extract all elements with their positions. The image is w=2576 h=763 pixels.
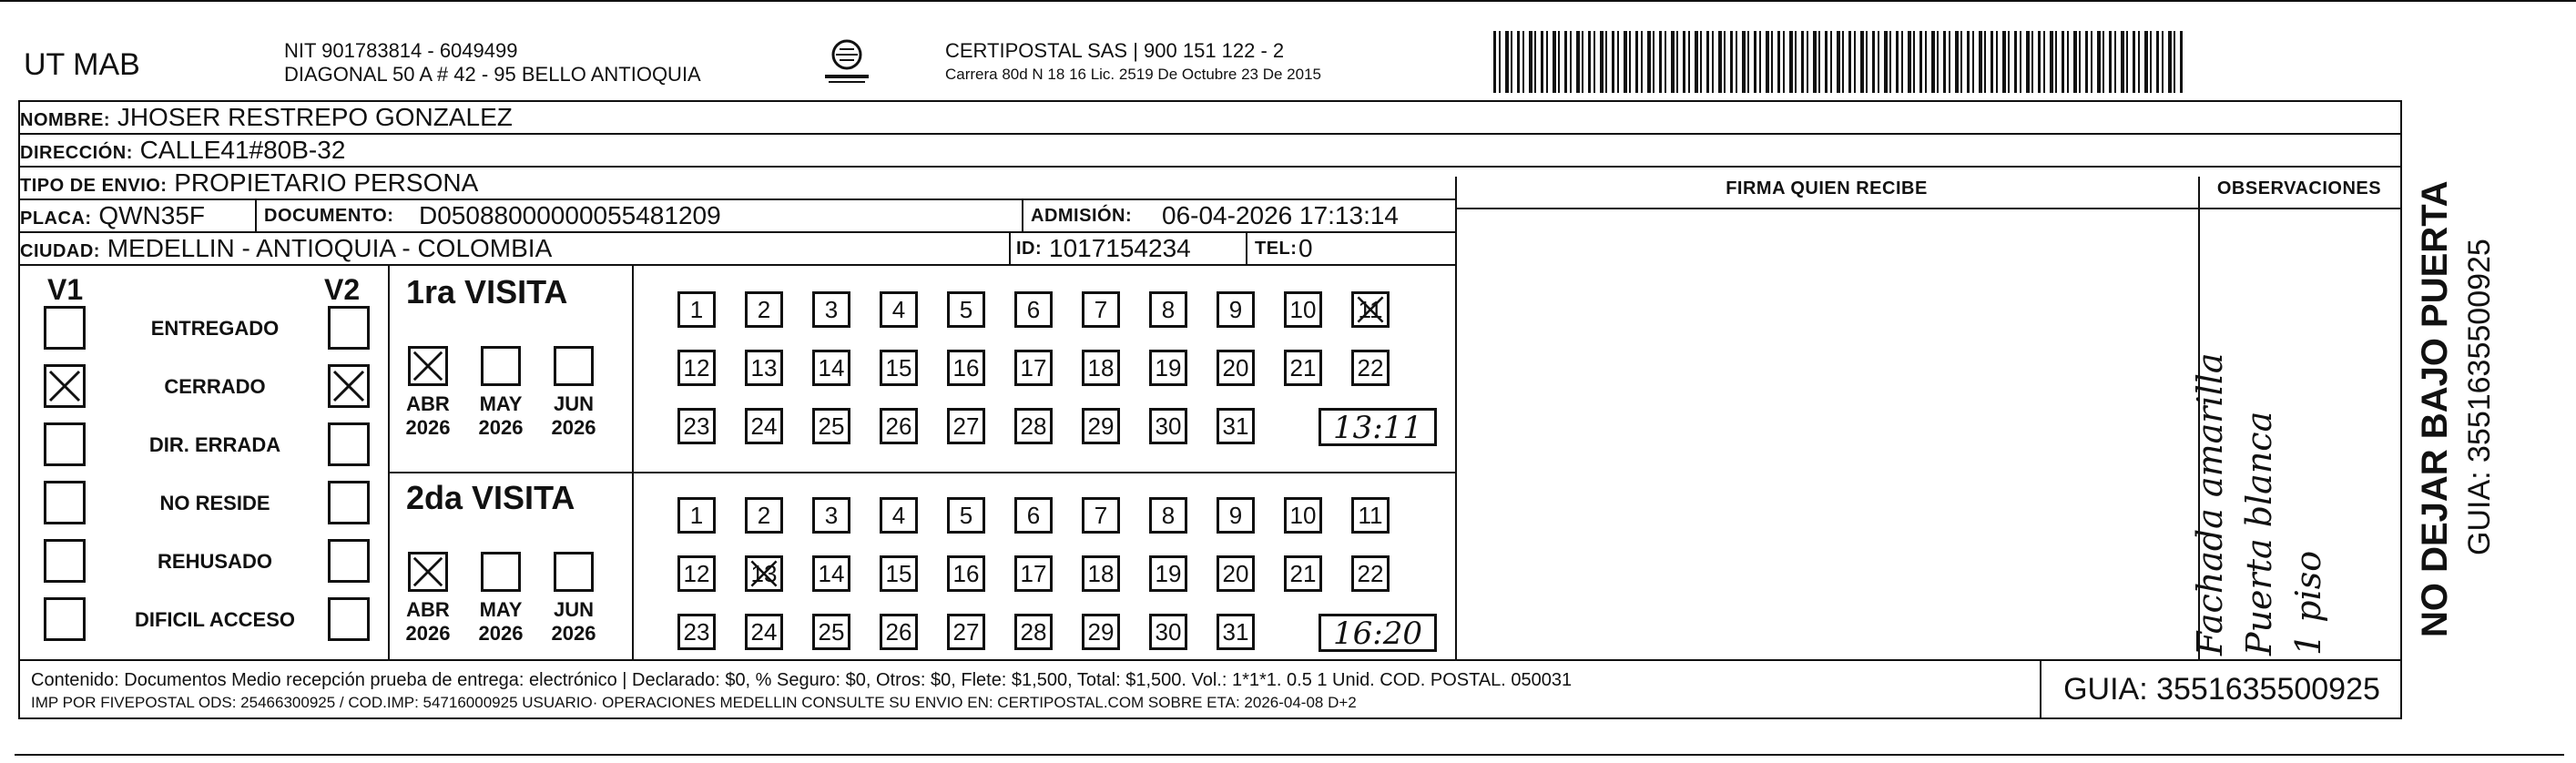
address-line: DIAGONAL 50 A # 42 - 95 BELLO ANTIOQUIA <box>284 63 701 86</box>
day-box[interactable] <box>1014 614 1053 650</box>
day-number: 21 <box>1289 354 1317 382</box>
day-number: 13 <box>750 560 778 587</box>
day-box[interactable] <box>1149 291 1187 328</box>
day-box[interactable] <box>677 497 716 534</box>
day-box[interactable] <box>812 408 850 444</box>
v1-checkbox[interactable] <box>44 481 86 524</box>
day-box[interactable] <box>947 291 985 328</box>
day-number: 2 <box>757 296 771 323</box>
documento-label: DOCUMENTO: <box>255 200 393 231</box>
year-label: 2026 <box>551 416 596 439</box>
day-number: 15 <box>885 560 912 587</box>
placa-value: QWN35F <box>98 201 206 229</box>
day-box[interactable] <box>1284 555 1322 592</box>
tel-value: 0 <box>1298 234 1313 262</box>
day-number: 24 <box>750 618 778 646</box>
day-box[interactable] <box>1014 408 1053 444</box>
day-number: 5 <box>959 296 973 323</box>
row-direccion <box>20 133 2400 166</box>
footer-guia-box <box>2040 661 2402 717</box>
day-number: 12 <box>683 560 710 587</box>
row-nombre <box>20 102 2400 133</box>
day-number: 2 <box>757 502 771 529</box>
day-box[interactable] <box>1217 350 1255 386</box>
year-label: 2026 <box>551 622 596 645</box>
v1-checkbox[interactable] <box>44 306 86 350</box>
day-number: 31 <box>1222 618 1249 646</box>
v2-checkbox[interactable] <box>328 306 370 350</box>
day-box[interactable] <box>745 291 783 328</box>
v2-checkbox[interactable] <box>328 597 370 641</box>
day-mark <box>1354 294 1387 325</box>
observaciones-label: OBSERVACIONES <box>2216 178 2382 198</box>
day-number: 13 <box>750 354 778 382</box>
day-number: 30 <box>1155 412 1182 440</box>
day-number: 1 <box>689 296 704 323</box>
day-box[interactable] <box>1351 291 1390 328</box>
day-box[interactable] <box>745 555 783 592</box>
day-number: 3 <box>824 502 839 529</box>
status-label: DIR. ERRADA <box>148 433 281 456</box>
day-box[interactable] <box>880 614 918 650</box>
month-checkbox[interactable] <box>408 552 448 592</box>
footer-row <box>20 659 2400 719</box>
status-label: ENTREGADO <box>150 317 280 340</box>
month-label: MAY <box>479 598 523 621</box>
day-box[interactable] <box>1014 497 1053 534</box>
v2-label: V2 <box>324 273 361 306</box>
month-label: JUN <box>553 598 594 621</box>
day-box[interactable] <box>880 555 918 592</box>
v2-checkbox[interactable] <box>328 481 370 524</box>
day-box[interactable] <box>677 408 716 444</box>
firma-label: FIRMA QUIEN RECIBE <box>1726 178 1928 198</box>
day-number: 7 <box>1094 296 1108 323</box>
day-box[interactable] <box>812 291 850 328</box>
day-number: 7 <box>1094 502 1108 529</box>
direccion-label: DIRECCIÓN: <box>20 143 133 163</box>
day-number: 26 <box>885 618 912 646</box>
day-number: 31 <box>1222 412 1249 440</box>
v1-checkbox[interactable] <box>44 422 86 466</box>
status-label: REHUSADO <box>158 550 272 573</box>
day-box[interactable] <box>1014 350 1053 386</box>
v1-checkbox[interactable] <box>44 364 86 408</box>
visit-title: 2da VISITA <box>406 479 575 516</box>
nit-line: NIT 901783814 - 6049499 <box>284 39 518 62</box>
tipo-value: PROPIETARIO PERSONA <box>174 168 479 197</box>
direccion-value: CALLE41#80B-32 <box>139 136 346 164</box>
day-number: 8 <box>1161 296 1176 323</box>
day-number: 22 <box>1357 560 1384 587</box>
day-box[interactable] <box>1284 350 1322 386</box>
day-number: 10 <box>1289 502 1317 529</box>
status-label: CERRADO <box>164 375 266 398</box>
day-number: 3 <box>824 296 839 323</box>
day-mark <box>748 558 780 589</box>
day-number: 9 <box>1228 502 1243 529</box>
row-ciudad <box>20 231 1455 264</box>
day-box[interactable] <box>947 408 985 444</box>
day-number: 11 <box>1358 296 1383 323</box>
day-number: 29 <box>1087 412 1115 440</box>
day-box[interactable] <box>1014 291 1053 328</box>
day-number: 9 <box>1228 296 1243 323</box>
day-box[interactable] <box>812 555 850 592</box>
day-number: 5 <box>959 502 973 529</box>
carrier-line2: Carrera 80d N 18 16 Lic. 2519 De Octubre 23 De 2015 <box>945 66 1321 83</box>
row-placa <box>20 198 1455 231</box>
day-number: 28 <box>1020 412 1047 440</box>
day-box[interactable] <box>812 350 850 386</box>
day-number: 23 <box>683 618 710 646</box>
v2-checkbox[interactable] <box>328 539 370 583</box>
placa-label: PLACA: <box>20 209 92 229</box>
month-checkbox[interactable] <box>481 552 521 592</box>
day-box[interactable] <box>1082 350 1120 386</box>
day-number: 6 <box>1026 296 1041 323</box>
day-number: 16 <box>952 354 980 382</box>
v1-checkbox[interactable] <box>44 597 86 641</box>
nombre-label: NOMBRE: <box>20 110 111 130</box>
day-box[interactable] <box>1082 291 1120 328</box>
day-number: 17 <box>1020 560 1047 587</box>
day-number: 30 <box>1155 618 1182 646</box>
observaciones-handwriting <box>2185 219 2422 656</box>
month-label: ABR <box>406 598 450 621</box>
status-label: NO RESIDE <box>159 492 270 514</box>
day-box[interactable] <box>677 555 716 592</box>
v2-checkbox[interactable] <box>328 364 370 408</box>
certipostal-logo <box>820 38 874 86</box>
day-number: 14 <box>818 354 845 382</box>
day-box[interactable] <box>1014 555 1053 592</box>
day-box[interactable] <box>1149 614 1187 650</box>
day-box[interactable] <box>1217 555 1255 592</box>
day-box[interactable] <box>880 497 918 534</box>
day-number: 1 <box>689 502 704 529</box>
day-box[interactable] <box>1284 497 1322 534</box>
day-number: 6 <box>1026 502 1041 529</box>
day-box[interactable] <box>1351 555 1390 592</box>
id-value: 1017154234 <box>1049 234 1191 262</box>
visit-time-box[interactable]: 13:11 <box>1319 408 1437 446</box>
obs-line-2: Puerta blanca <box>2239 411 2279 656</box>
day-number: 24 <box>750 412 778 440</box>
id-label: ID: <box>1009 233 1042 264</box>
day-box[interactable] <box>947 614 985 650</box>
day-number: 10 <box>1289 296 1317 323</box>
day-number: 19 <box>1155 560 1182 587</box>
day-box[interactable] <box>947 497 985 534</box>
month-checkbox[interactable] <box>554 346 594 386</box>
admision-value: 06-04-2026 17:13:14 <box>1162 201 1399 229</box>
month-checkbox[interactable] <box>554 552 594 592</box>
v1-checkbox[interactable] <box>44 539 86 583</box>
day-box[interactable] <box>1082 614 1120 650</box>
day-box[interactable] <box>1082 497 1120 534</box>
day-box[interactable] <box>1217 497 1255 534</box>
day-number: 29 <box>1087 618 1115 646</box>
side-warning: NO DEJAR BAJO PUERTA <box>2415 180 2455 637</box>
day-number: 12 <box>683 354 710 382</box>
year-label: 2026 <box>478 416 524 439</box>
firma-column <box>1455 177 2200 659</box>
tipo-label: TIPO DE ENVIO: <box>20 176 168 196</box>
day-box[interactable] <box>1284 291 1322 328</box>
day-box[interactable] <box>1082 408 1120 444</box>
day-number: 15 <box>885 354 912 382</box>
month-checkbox[interactable] <box>408 346 448 386</box>
top-border <box>0 0 2576 2</box>
ciudad-value: MEDELLIN - ANTIOQUIA - COLOMBIA <box>107 234 553 262</box>
day-number: 17 <box>1020 354 1047 382</box>
carrier-line1: CERTIPOSTAL SAS | 900 151 122 - 2 <box>945 39 1285 62</box>
day-box[interactable] <box>745 497 783 534</box>
year-label: 2026 <box>405 622 451 645</box>
documento-value: D05088000000055481209 <box>419 201 721 229</box>
day-number: 11 <box>1358 502 1383 529</box>
day-number: 22 <box>1357 354 1384 382</box>
day-number: 27 <box>952 412 980 440</box>
day-number: 21 <box>1289 560 1317 587</box>
day-box[interactable] <box>677 350 716 386</box>
day-box[interactable] <box>1149 408 1187 444</box>
nombre-value: JHOSER RESTREPO GONZALEZ <box>117 103 513 131</box>
side-guia: GUIA: 3551635500925 <box>2462 239 2497 555</box>
company-name: UT MAB <box>24 47 140 82</box>
footer-line1: Contenido: Documentos Medio recepción prueba de entrega: electrónico | Declarado: $0, % Seguro: $0, Otros: $0, Flete: $1,500, Total: $1,500. Vol.: 1*1*1. 0.5 1 Unid. COD. POSTAL. 050031 <box>31 670 1573 690</box>
day-number: 25 <box>818 412 845 440</box>
day-number: 4 <box>891 502 906 529</box>
day-number: 4 <box>891 296 906 323</box>
day-number: 18 <box>1087 560 1115 587</box>
day-box[interactable] <box>1149 350 1187 386</box>
day-box[interactable] <box>745 350 783 386</box>
day-box[interactable] <box>1082 555 1120 592</box>
day-number: 27 <box>952 618 980 646</box>
footer-line2: IMP POR FIVEPOSTAL ODS: 25466300925 / COD.IMP: 54716000925 USUARIO· OPERACIONES MEDELLIN CONSULTE SU ENVIO EN: CERTIPOSTAL.COM SOBRE ETA: 2026-04-08 D+2 <box>31 694 1357 711</box>
status-label: DIFICIL ACCESO <box>134 608 295 631</box>
day-box[interactable] <box>947 350 985 386</box>
visit-divider <box>388 472 1455 473</box>
day-box[interactable] <box>880 408 918 444</box>
month-checkbox[interactable] <box>481 346 521 386</box>
day-box[interactable] <box>812 497 850 534</box>
status-divider <box>388 266 390 661</box>
firma-underline <box>1455 208 2402 209</box>
day-box[interactable] <box>677 291 716 328</box>
day-number: 14 <box>818 560 845 587</box>
day-box[interactable] <box>1217 408 1255 444</box>
v2-checkbox[interactable] <box>328 422 370 466</box>
day-box[interactable] <box>1149 555 1187 592</box>
visit-title: 1ra VISITA <box>406 273 568 310</box>
day-box[interactable] <box>1149 497 1187 534</box>
month-divider <box>632 266 634 661</box>
day-box[interactable] <box>880 350 918 386</box>
day-number: 25 <box>818 618 845 646</box>
day-number: 28 <box>1020 618 1047 646</box>
day-box[interactable] <box>880 291 918 328</box>
day-box[interactable] <box>1217 291 1255 328</box>
day-box[interactable] <box>1217 614 1255 650</box>
day-box[interactable] <box>947 555 985 592</box>
tel-label: TEL: <box>1246 233 1297 264</box>
admision-label: ADMISIÓN: <box>1022 200 1132 231</box>
day-number: 20 <box>1222 560 1249 587</box>
day-number: 18 <box>1087 354 1115 382</box>
year-label: 2026 <box>478 622 524 645</box>
bottom-border <box>15 754 2564 756</box>
month-label: ABR <box>406 392 450 415</box>
day-number: 23 <box>683 412 710 440</box>
footer-guia: GUIA: 3551635500925 <box>2063 672 2380 707</box>
day-box[interactable] <box>677 614 716 650</box>
status-grid <box>20 264 1455 661</box>
barcode <box>1493 31 2185 93</box>
day-box[interactable] <box>1351 497 1390 534</box>
month-label: JUN <box>553 392 594 415</box>
ciudad-label: CIUDAD: <box>20 241 100 261</box>
day-box[interactable] <box>745 614 783 650</box>
v1-label: V1 <box>47 273 84 306</box>
obs-line-3: 1 piso <box>2288 550 2328 656</box>
year-label: 2026 <box>405 416 451 439</box>
visit-time-box[interactable]: 16:20 <box>1319 614 1437 652</box>
obs-line-1: Fachada amarilla <box>2190 352 2230 656</box>
day-number: 19 <box>1155 354 1182 382</box>
day-box[interactable] <box>745 408 783 444</box>
day-number: 20 <box>1222 354 1249 382</box>
day-number: 8 <box>1161 502 1176 529</box>
day-number: 26 <box>885 412 912 440</box>
month-label: MAY <box>479 392 523 415</box>
day-number: 16 <box>952 560 980 587</box>
day-box[interactable] <box>812 614 850 650</box>
day-box[interactable] <box>1351 350 1390 386</box>
